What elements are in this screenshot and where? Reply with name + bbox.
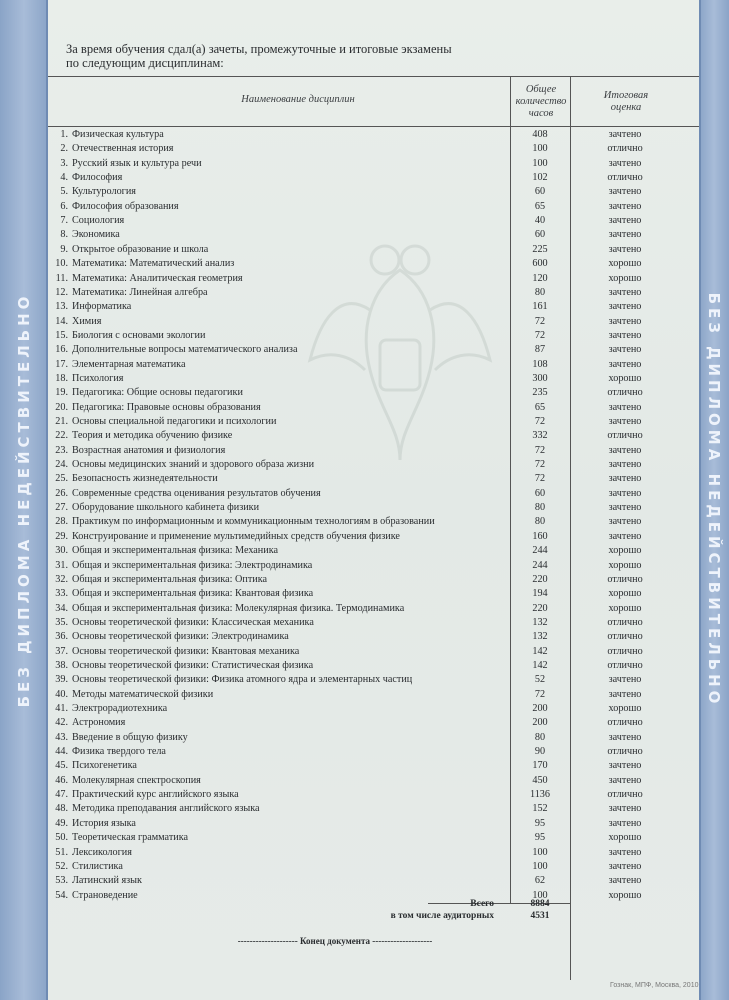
intro-line-1: За время обучения сдал(а) зачеты, промежуточные и итоговые экзамены bbox=[66, 42, 452, 56]
discipline-name: Общая и экспериментальная физика: Электродинамика bbox=[72, 559, 313, 571]
table-row bbox=[48, 846, 699, 860]
discipline-hours: 80 bbox=[534, 502, 546, 514]
discipline-grade: хорошо bbox=[608, 372, 642, 384]
table-row bbox=[48, 300, 699, 314]
table-row bbox=[48, 702, 699, 716]
discipline-name: Электрорадиотехника bbox=[72, 703, 168, 714]
discipline-grade: зачтено bbox=[608, 286, 642, 298]
discipline-name: Методы математической физики bbox=[72, 688, 214, 700]
discipline-name: Безопасность жизнедеятельности bbox=[72, 473, 218, 485]
discipline-grade: отлично bbox=[607, 143, 643, 155]
discipline-grade: отлично bbox=[607, 746, 643, 758]
row-number: 13. bbox=[55, 301, 68, 313]
table-row bbox=[48, 817, 699, 831]
discipline-name: Лексикология bbox=[72, 846, 132, 858]
table-row bbox=[48, 185, 699, 199]
row-number: 48. bbox=[55, 803, 68, 815]
right-security-band bbox=[699, 0, 729, 1000]
discipline-hours: 194 bbox=[532, 588, 548, 600]
table-row bbox=[48, 731, 699, 745]
discipline-name: Психология bbox=[72, 372, 124, 384]
discipline-name: Психогенетика bbox=[72, 760, 137, 772]
discipline-hours: 65 bbox=[534, 401, 546, 413]
discipline-hours: 90 bbox=[534, 746, 546, 758]
discipline-name: Открытое образование и школа bbox=[72, 243, 209, 255]
table-row bbox=[48, 774, 699, 788]
discipline-hours: 100 bbox=[532, 846, 548, 858]
discipline-hours: 95 bbox=[534, 832, 546, 844]
row-number: 14. bbox=[55, 315, 68, 327]
table-row bbox=[48, 415, 699, 429]
discipline-name: Практикум по информационным и коммуникационным технологиям в образовании bbox=[72, 516, 435, 528]
row-number: 50. bbox=[55, 832, 68, 844]
discipline-name: Физика твердого тела bbox=[72, 746, 166, 758]
row-number: 18. bbox=[55, 372, 68, 384]
row-number: 23. bbox=[55, 444, 68, 456]
discipline-name: Общая и экспериментальная физика: Оптика bbox=[72, 573, 268, 585]
discipline-name: Биология с основами экологии bbox=[72, 329, 206, 341]
discipline-name: Латинский язык bbox=[72, 875, 142, 887]
discipline-hours: 225 bbox=[532, 243, 548, 255]
discipline-grade: зачтено bbox=[608, 846, 642, 858]
discipline-name: Экономика bbox=[72, 229, 120, 241]
table-row bbox=[48, 315, 699, 329]
table-row bbox=[48, 171, 699, 185]
row-number: 7. bbox=[60, 215, 68, 227]
discipline-grade: отлично bbox=[607, 616, 643, 628]
table-row bbox=[48, 429, 699, 443]
row-number: 46. bbox=[55, 774, 68, 786]
row-number: 6. bbox=[60, 200, 68, 212]
discipline-name: Основы теоретической физики: Классическая механика bbox=[72, 616, 314, 628]
discipline-hours: 200 bbox=[532, 703, 548, 714]
discipline-hours: 62 bbox=[534, 875, 546, 887]
discipline-hours: 132 bbox=[532, 631, 548, 643]
discipline-name: Стилистика bbox=[72, 860, 123, 872]
total-value: 8884 bbox=[530, 899, 550, 909]
discipline-hours: 87 bbox=[534, 344, 546, 356]
discipline-name: Философия bbox=[72, 172, 123, 184]
row-number: 26. bbox=[55, 487, 68, 499]
row-number: 42. bbox=[55, 717, 68, 729]
discipline-grade: зачтено bbox=[608, 215, 642, 227]
discipline-hours: 142 bbox=[532, 659, 548, 671]
discipline-grade: зачтено bbox=[608, 875, 642, 887]
row-number: 3. bbox=[60, 157, 68, 169]
row-number: 4. bbox=[60, 172, 68, 184]
discipline-name: Философия образования bbox=[72, 200, 179, 212]
table-row bbox=[48, 745, 699, 759]
discipline-hours: 40 bbox=[534, 215, 546, 227]
table-row bbox=[48, 544, 699, 558]
discipline-grade: хорошо bbox=[608, 272, 642, 284]
discipline-name: Теоретическая грамматика bbox=[72, 832, 189, 844]
discipline-hours: 60 bbox=[534, 186, 546, 198]
discipline-hours: 200 bbox=[532, 717, 548, 729]
row-number: 33. bbox=[55, 588, 68, 600]
discipline-grade: зачтено bbox=[608, 803, 642, 815]
discipline-grade: зачтено bbox=[608, 674, 642, 686]
table-row bbox=[48, 272, 699, 286]
discipline-hours: 80 bbox=[534, 731, 546, 743]
table-row bbox=[48, 128, 699, 142]
table-row bbox=[48, 142, 699, 156]
row-number: 34. bbox=[55, 602, 68, 614]
discipline-name: Физическая культура bbox=[72, 129, 164, 140]
table-row bbox=[48, 200, 699, 214]
discipline-hours: 132 bbox=[532, 616, 548, 628]
auditory-label: в том числе аудиторных bbox=[390, 911, 494, 921]
table-row bbox=[48, 343, 699, 357]
row-number: 20. bbox=[55, 401, 68, 413]
row-number: 44. bbox=[55, 746, 68, 758]
discipline-grade: отлично bbox=[607, 430, 643, 442]
row-number: 36. bbox=[55, 631, 68, 643]
table-row bbox=[48, 472, 699, 486]
discipline-grade: отлично bbox=[607, 659, 643, 671]
table-row bbox=[48, 716, 699, 730]
table-row bbox=[48, 587, 699, 601]
discipline-name: Возрастная анатомия и физиология bbox=[72, 444, 226, 456]
row-number: 17. bbox=[55, 358, 68, 370]
discipline-grade: зачтено bbox=[608, 344, 642, 356]
discipline-hours: 235 bbox=[532, 387, 548, 399]
end-of-document: -------------------- Конец документа -------------------- bbox=[237, 936, 433, 946]
discipline-hours: 65 bbox=[534, 200, 546, 212]
discipline-name: Введение в общую физику bbox=[72, 731, 188, 743]
discipline-name: История языка bbox=[72, 817, 136, 829]
discipline-hours: 100 bbox=[532, 143, 548, 155]
discipline-hours: 161 bbox=[532, 301, 548, 313]
discipline-grade: отлично bbox=[607, 387, 643, 399]
row-number: 27. bbox=[55, 502, 68, 514]
table-row bbox=[48, 874, 699, 888]
table-row bbox=[48, 616, 699, 630]
intro-text bbox=[66, 42, 506, 70]
table-row bbox=[48, 530, 699, 544]
row-number: 24. bbox=[55, 459, 68, 471]
table-row bbox=[48, 444, 699, 458]
discipline-hours: 100 bbox=[532, 860, 548, 872]
discipline-grade: зачтено bbox=[608, 358, 642, 370]
discipline-hours: 152 bbox=[532, 803, 548, 815]
header-final-grade: Итоговая оценка bbox=[603, 90, 649, 113]
discipline-hours: 450 bbox=[532, 774, 548, 786]
discipline-hours: 52 bbox=[534, 674, 546, 686]
discipline-grade: отлично bbox=[607, 717, 643, 729]
discipline-grade: отлично bbox=[607, 631, 643, 643]
discipline-hours: 72 bbox=[534, 459, 546, 471]
table-row bbox=[48, 559, 699, 573]
table-row bbox=[48, 257, 699, 271]
discipline-hours: 160 bbox=[532, 530, 548, 542]
row-number: 39. bbox=[55, 674, 68, 686]
table-row bbox=[48, 659, 699, 673]
discipline-hours: 108 bbox=[532, 358, 548, 370]
discipline-grade: зачтено bbox=[608, 401, 642, 413]
row-number: 8. bbox=[60, 229, 68, 241]
discipline-name: Астрономия bbox=[72, 717, 126, 729]
row-number: 30. bbox=[55, 545, 68, 557]
discipline-hours: 170 bbox=[532, 760, 548, 772]
table-row bbox=[48, 515, 699, 529]
discipline-hours: 95 bbox=[534, 817, 546, 829]
discipline-grade: зачтено bbox=[608, 129, 642, 140]
discipline-grade: хорошо bbox=[608, 889, 642, 901]
table-row bbox=[48, 573, 699, 587]
row-number: 5. bbox=[60, 186, 68, 198]
table-row bbox=[48, 228, 699, 242]
table-row bbox=[48, 860, 699, 874]
row-number: 35. bbox=[55, 616, 68, 628]
row-number: 31. bbox=[55, 559, 68, 571]
discipline-grade: хорошо bbox=[608, 559, 642, 571]
discipline-grade: зачтено bbox=[608, 487, 642, 499]
discipline-name: Основы теоретической физики: Квантовая механика bbox=[72, 645, 300, 657]
discipline-grade: отлично bbox=[607, 645, 643, 657]
discipline-grade: зачтено bbox=[608, 760, 642, 772]
discipline-hours: 80 bbox=[534, 286, 546, 298]
header-bottom-border bbox=[48, 126, 699, 127]
discipline-name: Основы теоретической физики: Электродинамика bbox=[72, 631, 289, 643]
row-number: 53. bbox=[55, 875, 68, 887]
discipline-grade: зачтено bbox=[608, 416, 642, 427]
row-number: 22. bbox=[55, 430, 68, 442]
row-number: 16. bbox=[55, 344, 68, 356]
discipline-name: Химия bbox=[72, 315, 102, 327]
discipline-grade: зачтено bbox=[608, 459, 642, 471]
discipline-grade: зачтено bbox=[608, 301, 642, 313]
discipline-grade: зачтено bbox=[608, 516, 642, 528]
discipline-hours: 220 bbox=[532, 573, 548, 585]
discipline-name: Страноведение bbox=[72, 889, 138, 901]
discipline-name: Оборудование школьного кабинета физики bbox=[72, 502, 260, 514]
discipline-name: Русский язык и культура речи bbox=[72, 157, 202, 169]
table-row bbox=[48, 243, 699, 257]
total-label: Всего bbox=[470, 899, 494, 909]
row-number: 12. bbox=[55, 286, 68, 298]
discipline-name: Общая и экспериментальная физика: Молекулярная физика. Термодинамика bbox=[72, 602, 405, 614]
table-row bbox=[48, 788, 699, 802]
discipline-grade: зачтено bbox=[608, 444, 642, 456]
row-number: 1. bbox=[60, 129, 68, 140]
discipline-hours: 72 bbox=[534, 315, 546, 327]
discipline-hours: 72 bbox=[534, 444, 546, 456]
table-row bbox=[48, 630, 699, 644]
discipline-name: Молекулярная спектроскопия bbox=[72, 774, 201, 786]
row-number: 49. bbox=[55, 817, 68, 829]
discipline-grade: зачтено bbox=[608, 229, 642, 241]
discipline-grade: отлично bbox=[607, 172, 643, 184]
row-number: 47. bbox=[55, 789, 68, 801]
discipline-name: Элементарная математика bbox=[72, 358, 186, 370]
discipline-name: Основы медицинских знаний и здорового образа жизни bbox=[72, 459, 315, 471]
row-number: 11. bbox=[55, 272, 68, 284]
discipline-hours: 244 bbox=[532, 545, 548, 557]
discipline-hours: 72 bbox=[534, 329, 546, 341]
row-number: 37. bbox=[55, 645, 68, 657]
left-security-band bbox=[0, 0, 48, 1000]
discipline-hours: 332 bbox=[532, 430, 548, 442]
discipline-grade: зачтено bbox=[608, 473, 642, 485]
table-row bbox=[48, 214, 699, 228]
discipline-name: Математика: Аналитическая геометрия bbox=[72, 272, 243, 284]
table-top-border bbox=[48, 76, 699, 77]
table-row bbox=[48, 157, 699, 171]
discipline-name: Практический курс английского языка bbox=[72, 789, 239, 801]
row-number: 15. bbox=[55, 329, 68, 341]
discipline-hours: 142 bbox=[532, 645, 548, 657]
discipline-grade: хорошо bbox=[608, 602, 642, 614]
discipline-hours: 408 bbox=[532, 129, 548, 140]
discipline-grade: зачтено bbox=[608, 502, 642, 514]
table-row bbox=[48, 688, 699, 702]
discipline-grade: хорошо bbox=[608, 832, 642, 844]
discipline-name: Педагогика: Правовые основы образования bbox=[72, 401, 261, 413]
row-number: 45. bbox=[55, 760, 68, 772]
discipline-grade: зачтено bbox=[608, 731, 642, 743]
auditory-value: 4531 bbox=[530, 911, 550, 921]
row-number: 32. bbox=[55, 573, 68, 585]
discipline-grade: зачтено bbox=[608, 186, 642, 198]
row-number: 43. bbox=[55, 731, 68, 743]
discipline-grade: зачтено bbox=[608, 329, 642, 341]
discipline-grade: зачтено bbox=[608, 243, 642, 255]
discipline-name: Культурология bbox=[72, 186, 136, 198]
discipline-name: Математика: Математический анализ bbox=[72, 258, 235, 270]
disciplines-table bbox=[48, 76, 699, 980]
row-number: 54. bbox=[55, 889, 68, 901]
table-row bbox=[48, 501, 699, 515]
discipline-name: Информатика bbox=[72, 301, 132, 313]
row-number: 9. bbox=[60, 243, 68, 255]
discipline-name: Общая и экспериментальная физика: Механика bbox=[72, 545, 279, 557]
table-row bbox=[48, 673, 699, 687]
left-band-text: БЕЗ ДИПЛОМА НЕДЕЙСТВИТЕЛЬНО bbox=[15, 292, 33, 708]
table-row bbox=[48, 802, 699, 816]
table-row bbox=[48, 372, 699, 386]
header-total-hours: Общее количество часов bbox=[515, 84, 567, 119]
discipline-name: Современные средства оценивания результатов обучения bbox=[72, 487, 321, 499]
discipline-hours: 100 bbox=[532, 157, 548, 169]
discipline-hours: 72 bbox=[534, 688, 546, 700]
discipline-name: Теория и методика обучению физике bbox=[72, 430, 233, 442]
table-row bbox=[48, 401, 699, 415]
discipline-hours: 220 bbox=[532, 602, 548, 614]
row-number: 28. bbox=[55, 516, 68, 528]
row-number: 52. bbox=[55, 860, 68, 872]
table-row bbox=[48, 286, 699, 300]
discipline-name: Отечественная история bbox=[72, 143, 174, 155]
row-number: 51. bbox=[55, 846, 68, 858]
table-row bbox=[48, 329, 699, 343]
discipline-hours: 300 bbox=[532, 372, 548, 384]
row-number: 40. bbox=[55, 688, 68, 700]
discipline-grade: зачтено bbox=[608, 200, 642, 212]
discipline-hours: 244 bbox=[532, 559, 548, 571]
discipline-grade: хорошо bbox=[608, 545, 642, 557]
right-band-text: БЕЗ ДИПЛОМА НЕДЕЙСТВИТЕЛЬНО bbox=[705, 292, 723, 708]
discipline-grade: зачтено bbox=[608, 688, 642, 700]
discipline-name: Педагогика: Общие основы педагогики bbox=[72, 387, 243, 399]
row-number: 29. bbox=[55, 530, 68, 542]
discipline-hours: 60 bbox=[534, 487, 546, 499]
row-number: 25. bbox=[55, 473, 68, 485]
discipline-hours: 120 bbox=[532, 272, 548, 284]
table-row bbox=[48, 831, 699, 845]
discipline-grade: отлично bbox=[607, 789, 643, 801]
discipline-name: Конструирование и применение мультимедийных средств обучения физике bbox=[72, 530, 400, 542]
row-number: 21. bbox=[55, 416, 68, 427]
row-number: 38. bbox=[55, 659, 68, 671]
discipline-name: Методика преподавания английского языка bbox=[72, 803, 260, 815]
discipline-grade: хорошо bbox=[608, 703, 642, 714]
discipline-hours: 100 bbox=[532, 889, 548, 901]
discipline-name: Математика: Линейная алгебра bbox=[72, 286, 208, 298]
table-row bbox=[48, 487, 699, 501]
table-row bbox=[48, 386, 699, 400]
row-number: 10. bbox=[55, 258, 68, 270]
discipline-grade: хорошо bbox=[608, 588, 642, 600]
discipline-grade: зачтено bbox=[608, 315, 642, 327]
discipline-name: Основы специальной педагогики и психологии bbox=[72, 416, 277, 427]
discipline-name: Социология bbox=[72, 215, 125, 227]
intro-line-2: по следующим дисциплинам: bbox=[66, 56, 224, 70]
table-row bbox=[48, 759, 699, 773]
table-row bbox=[48, 358, 699, 372]
discipline-name: Общая и экспериментальная физика: Квантовая физика bbox=[72, 588, 314, 600]
discipline-hours: 60 bbox=[534, 229, 546, 241]
discipline-grade: зачтено bbox=[608, 530, 642, 542]
discipline-name: Основы теоретической физики: Физика атомного ядра и элементарных частиц bbox=[72, 674, 413, 686]
discipline-hours: 72 bbox=[534, 473, 546, 485]
discipline-grade: зачтено bbox=[608, 774, 642, 786]
discipline-hours: 72 bbox=[534, 416, 546, 427]
row-number: 19. bbox=[55, 387, 68, 399]
discipline-grade: отлично bbox=[607, 573, 643, 585]
header-discipline-name: Наименование дисциплин bbox=[241, 94, 355, 105]
table-row bbox=[48, 602, 699, 616]
discipline-hours: 80 bbox=[534, 516, 546, 528]
discipline-hours: 1136 bbox=[530, 789, 550, 801]
table-row bbox=[48, 458, 699, 472]
discipline-grade: зачтено bbox=[608, 157, 642, 169]
table-row bbox=[48, 645, 699, 659]
discipline-hours: 102 bbox=[532, 172, 548, 184]
discipline-name: Дополнительные вопросы математического анализа bbox=[72, 344, 298, 356]
discipline-grade: зачтено bbox=[608, 817, 642, 829]
discipline-hours: 600 bbox=[532, 258, 548, 270]
discipline-name: Основы теоретической физики: Статистическая физика bbox=[72, 659, 314, 671]
discipline-grade: зачтено bbox=[608, 860, 642, 872]
printer-imprint: Гознак, МПФ, Москва, 2010 bbox=[610, 982, 699, 989]
row-number: 2. bbox=[60, 143, 68, 155]
discipline-grade: хорошо bbox=[608, 258, 642, 270]
row-number: 41. bbox=[55, 703, 68, 714]
